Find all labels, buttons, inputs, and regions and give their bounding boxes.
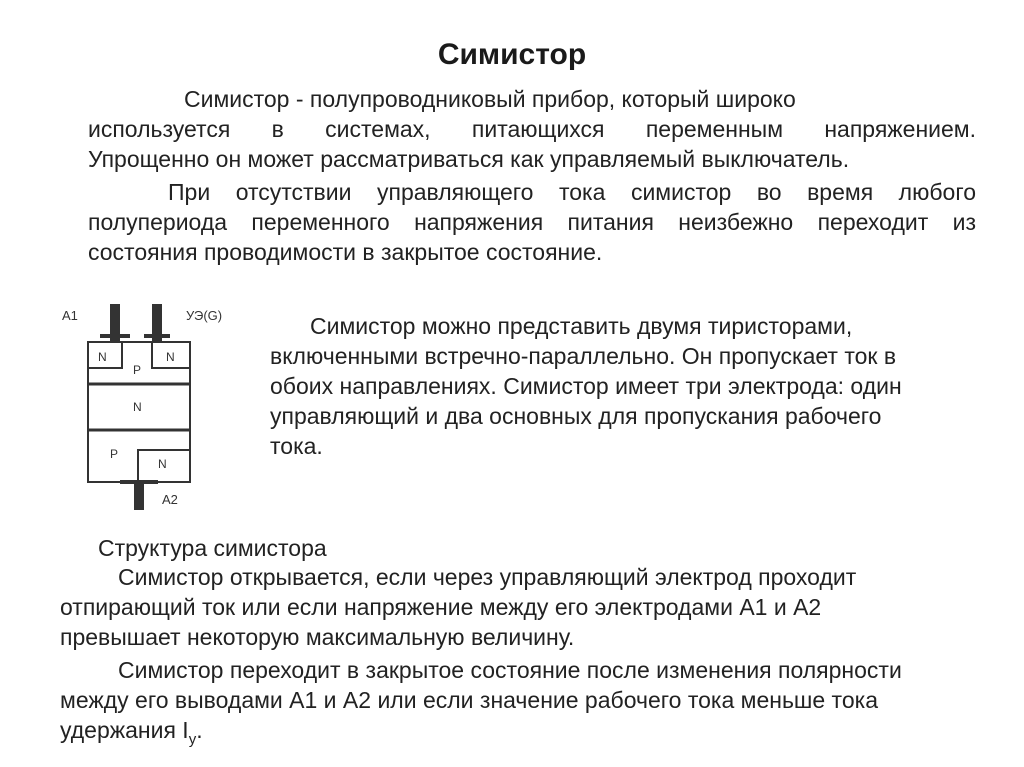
paragraph-line: используется в системах, питающихся переменным напряжением. [88, 116, 976, 142]
paragraph-line: Симистор открывается, если через управляющий электрод проходит [118, 564, 857, 590]
label-a1: A1 [62, 308, 78, 323]
label-p-top: P [133, 363, 142, 377]
page-title: Симистор [437, 38, 587, 71]
paragraph-turn-off [60, 655, 1000, 749]
paragraph-line: управляющий и два основных для пропускания рабочего [270, 403, 882, 429]
label-p-bottom: P [110, 447, 119, 461]
paragraph-line: состояния проводимости в закрытое состояние. [88, 239, 603, 265]
paragraph-turn-on [60, 562, 1000, 652]
anode2-terminal [134, 482, 144, 510]
label-a2: A2 [162, 492, 178, 507]
sentence-end: . [196, 717, 203, 743]
label-n-right: N [166, 350, 175, 364]
triac-structure-diagram [58, 298, 258, 518]
paragraph-line: превышает некоторую максимальную величину. [60, 624, 575, 650]
paragraph-line: Упрощенно он может рассматриваться как управляемый выключатель. [88, 146, 850, 172]
paragraph-line: тока. [270, 433, 323, 459]
caption-text: Структура симистора [98, 535, 327, 561]
paragraph-line: Симистор - полупроводниковый прибор, который широко [184, 86, 796, 112]
paragraph-line-last [60, 715, 1000, 749]
paragraph-line: Симистор переходит в закрытое состояние после изменения полярности [118, 657, 902, 683]
label-gate: УЭ(G) [186, 308, 223, 323]
paragraph-line: Симистор можно представить двумя тиристорами, [310, 313, 853, 339]
label-n-middle: N [133, 400, 142, 414]
label-n-bottom: N [158, 457, 167, 471]
paragraph-line: При отсутствии управляющего тока симистор во время любого [168, 179, 976, 205]
paragraph-definition [88, 84, 976, 174]
paragraph-line: отпирающий ток или если напряжение между его электродами А1 и А2 [60, 594, 822, 620]
holding-current-text: удержания I [60, 717, 189, 743]
paragraph-line: обоих направлениях. Симистор имеет три электрода: один [270, 373, 902, 399]
paragraph-line: полупериода переменного напряжения питания неизбежно переходит из [88, 209, 976, 235]
holding-current-subscript: у [188, 731, 197, 748]
diagram-caption [60, 533, 1000, 563]
paragraph-line: между его выводами А1 и А2 или если значение рабочего тока меньше тока [60, 687, 878, 713]
label-n-left: N [98, 350, 107, 364]
paragraph-two-thyristors [270, 311, 990, 461]
paragraph-no-gate-current [88, 177, 976, 267]
paragraph-line: включенными встречно-параллельно. Он пропускает ток в [270, 343, 897, 369]
